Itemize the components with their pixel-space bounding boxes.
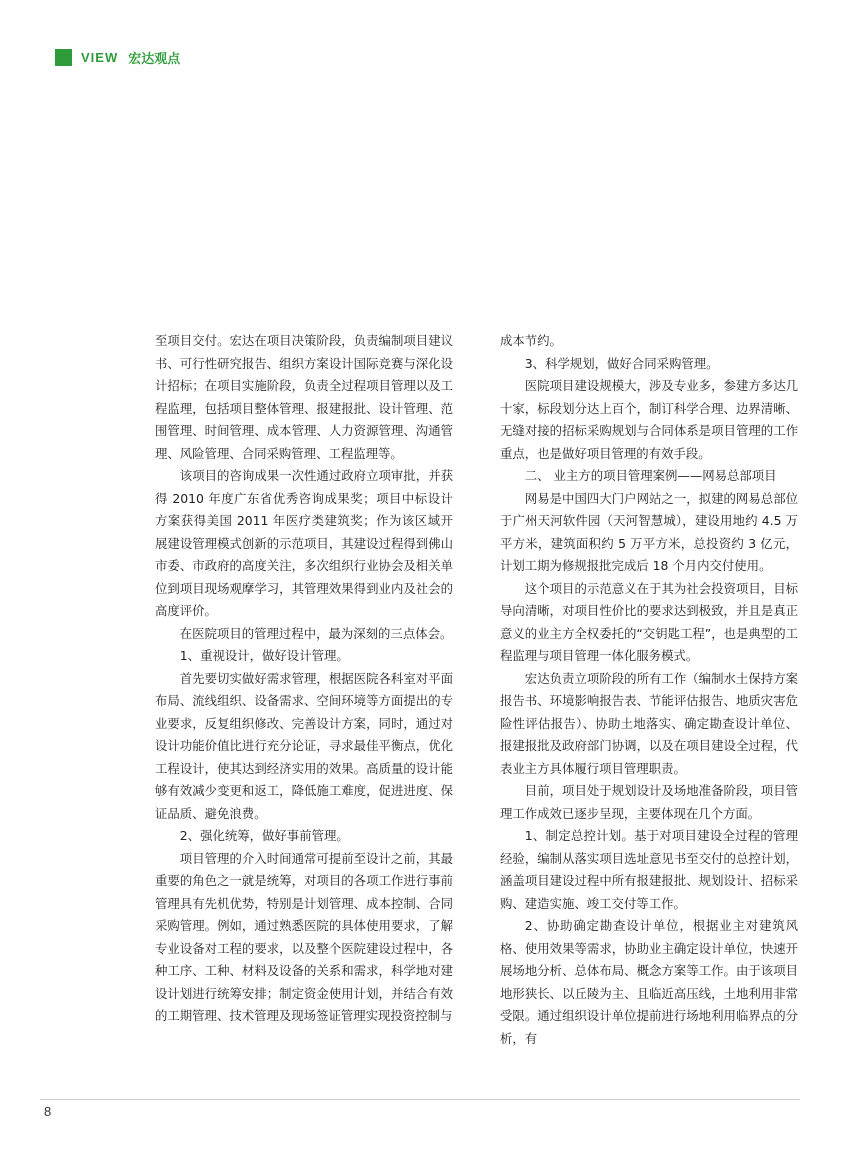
paragraph: 医院项目建设规模大，涉及专业多，参建方多达几十家，标段划分达上百个，制订科学合理、边界清晰、无缝对接的招标采购规划与合同体系是项目管理的工作重点，也是做好项目管理的有效手段。 <box>500 378 798 461</box>
paragraph: 至项目交付。宏达在项目决策阶段，负责编制项目建议书、可行性研究报告、组织方案设计国际竞赛与深化设计招标；在项目实施阶段，负责全过程项目管理以及工程监理，包括项目整体管理、报建报批、设计管理、范围管理、时间管理、成本管理、人力资源管理、沟通管理、风险管理、合同采购管理、工程监理等。 <box>155 333 453 461</box>
header-section-title: 宏达观点 <box>128 51 181 67</box>
header-view-label: VIEW <box>81 49 119 65</box>
paragraph: 1、制定总控计划。基于对项目建设全过程的管理经验，编制从落实项目选址意见书至交付的总控计划，涵盖项目建设过程中所有报建报批、规划设计、招标采购、建造实施、竣工交付等工作。 <box>500 828 798 911</box>
paragraph: 该项目的咨询成果一次性通过政府立项审批，并获得 2010 年度广东省优秀咨询成果奖；项目中标设计方案获得美国 2011 年医疗类建筑奖；作为该区域开展建设管理模式创新的示范项目，其建设过程得到佛山市委、市政府的高度关注，多次组织行业协会及相关单位到项目现场观摩学习，其管理效果得到业内及社会的高度评价。 <box>155 468 453 618</box>
page-number: 8 <box>44 1104 52 1119</box>
paragraph: 项目管理的介入时间通常可提前至设计之前，其最重要的角色之一就是统筹，对项目的各项工作进行事前管理具有先机优势，特别是计划管理、成本控制、合同采购管理。例如，通过熟悉医院的具体使用要求，了解专业设备对工程的要求，以及整个医院建设过程中，各种工序、工种、材料及设备的关系和需求，科学地对建设计划进行统筹安排；制定资金使用计划，并结合有效的工期管理、技术管理及现场签证管理实现投资控制与 <box>155 850 453 1023</box>
paragraph: 目前，项目处于规划设计及场地准备阶段，项目管理工作成效已逐步呈现，主要体现在几个方面。 <box>500 783 798 821</box>
paragraph: 成本节约。 <box>500 333 562 348</box>
paragraph: 1、重视设计，做好设计管理。 <box>179 648 349 663</box>
paragraph: 2、强化统筹，做好事前管理。 <box>179 828 349 843</box>
paragraph: 这个项目的示范意义在于其为社会投资项目，目标导向清晰，对项目性价比的要求达到极致，并且是真正意义的业主方全权委托的“交钥匙工程”，也是典型的工程监理与项目管理一体化服务模式。 <box>500 580 798 663</box>
paragraph: 网易是中国四大门户网站之一，拟建的网易总部位于广州天河软件园（天河智慧城），建设用地约 4.5 万平方米，建筑面积约 5 万平方米，总投资约 3 亿元，计划工期为修规报批完成后 18 个月内交付使用。 <box>500 490 798 573</box>
left-column <box>155 330 453 1028</box>
footer-divider <box>40 1099 800 1100</box>
right-column <box>500 330 798 1050</box>
green-square-icon <box>55 49 72 66</box>
paragraph: 在医院项目的管理过程中，最为深刻的三点体会。 <box>179 625 453 641</box>
paragraph: 首先要切实做好需求管理，根据医院各科室对平面布局、流线组织、设备需求、空间环境等方面提出的专业要求，反复组织修改、完善设计方案，同时，通过对设计功能价值比进行充分论证，寻求最佳平衡点，优化工程设计，使其达到经济实用的效果。高质量的设计能够有效减少变更和返工，降低施工难度，促进进度、保证品质、避免浪费。 <box>155 670 453 821</box>
section-header <box>55 48 180 66</box>
paragraph: 二、 业主方的项目管理案例——网易总部项目 <box>524 468 777 483</box>
paragraph: 3、科学规划，做好合同采购管理。 <box>524 355 719 371</box>
paragraph: 2、协助确定勘查设计单位，根据业主对建筑风格、使用效果等需求，协助业主确定设计单位，快速开展场地分析、总体布局、概念方案等工作。由于该项目地形狭长、以丘陵为主、且临近高压线，土地利用非常受限。通过组织设计单位提前进行场地利用临界点的分析，有 <box>500 918 798 1046</box>
paragraph: 宏达负责立项阶段的所有工作（编制水土保持方案报告书、环境影响报告表、节能评估报告、地质灾害危险性评估报告）、协助土地落实、确定勘查设计单位、报建报批及政府部门协调，以及在项目建设全过程，代表业主方具体履行项目管理职责。 <box>500 670 798 776</box>
